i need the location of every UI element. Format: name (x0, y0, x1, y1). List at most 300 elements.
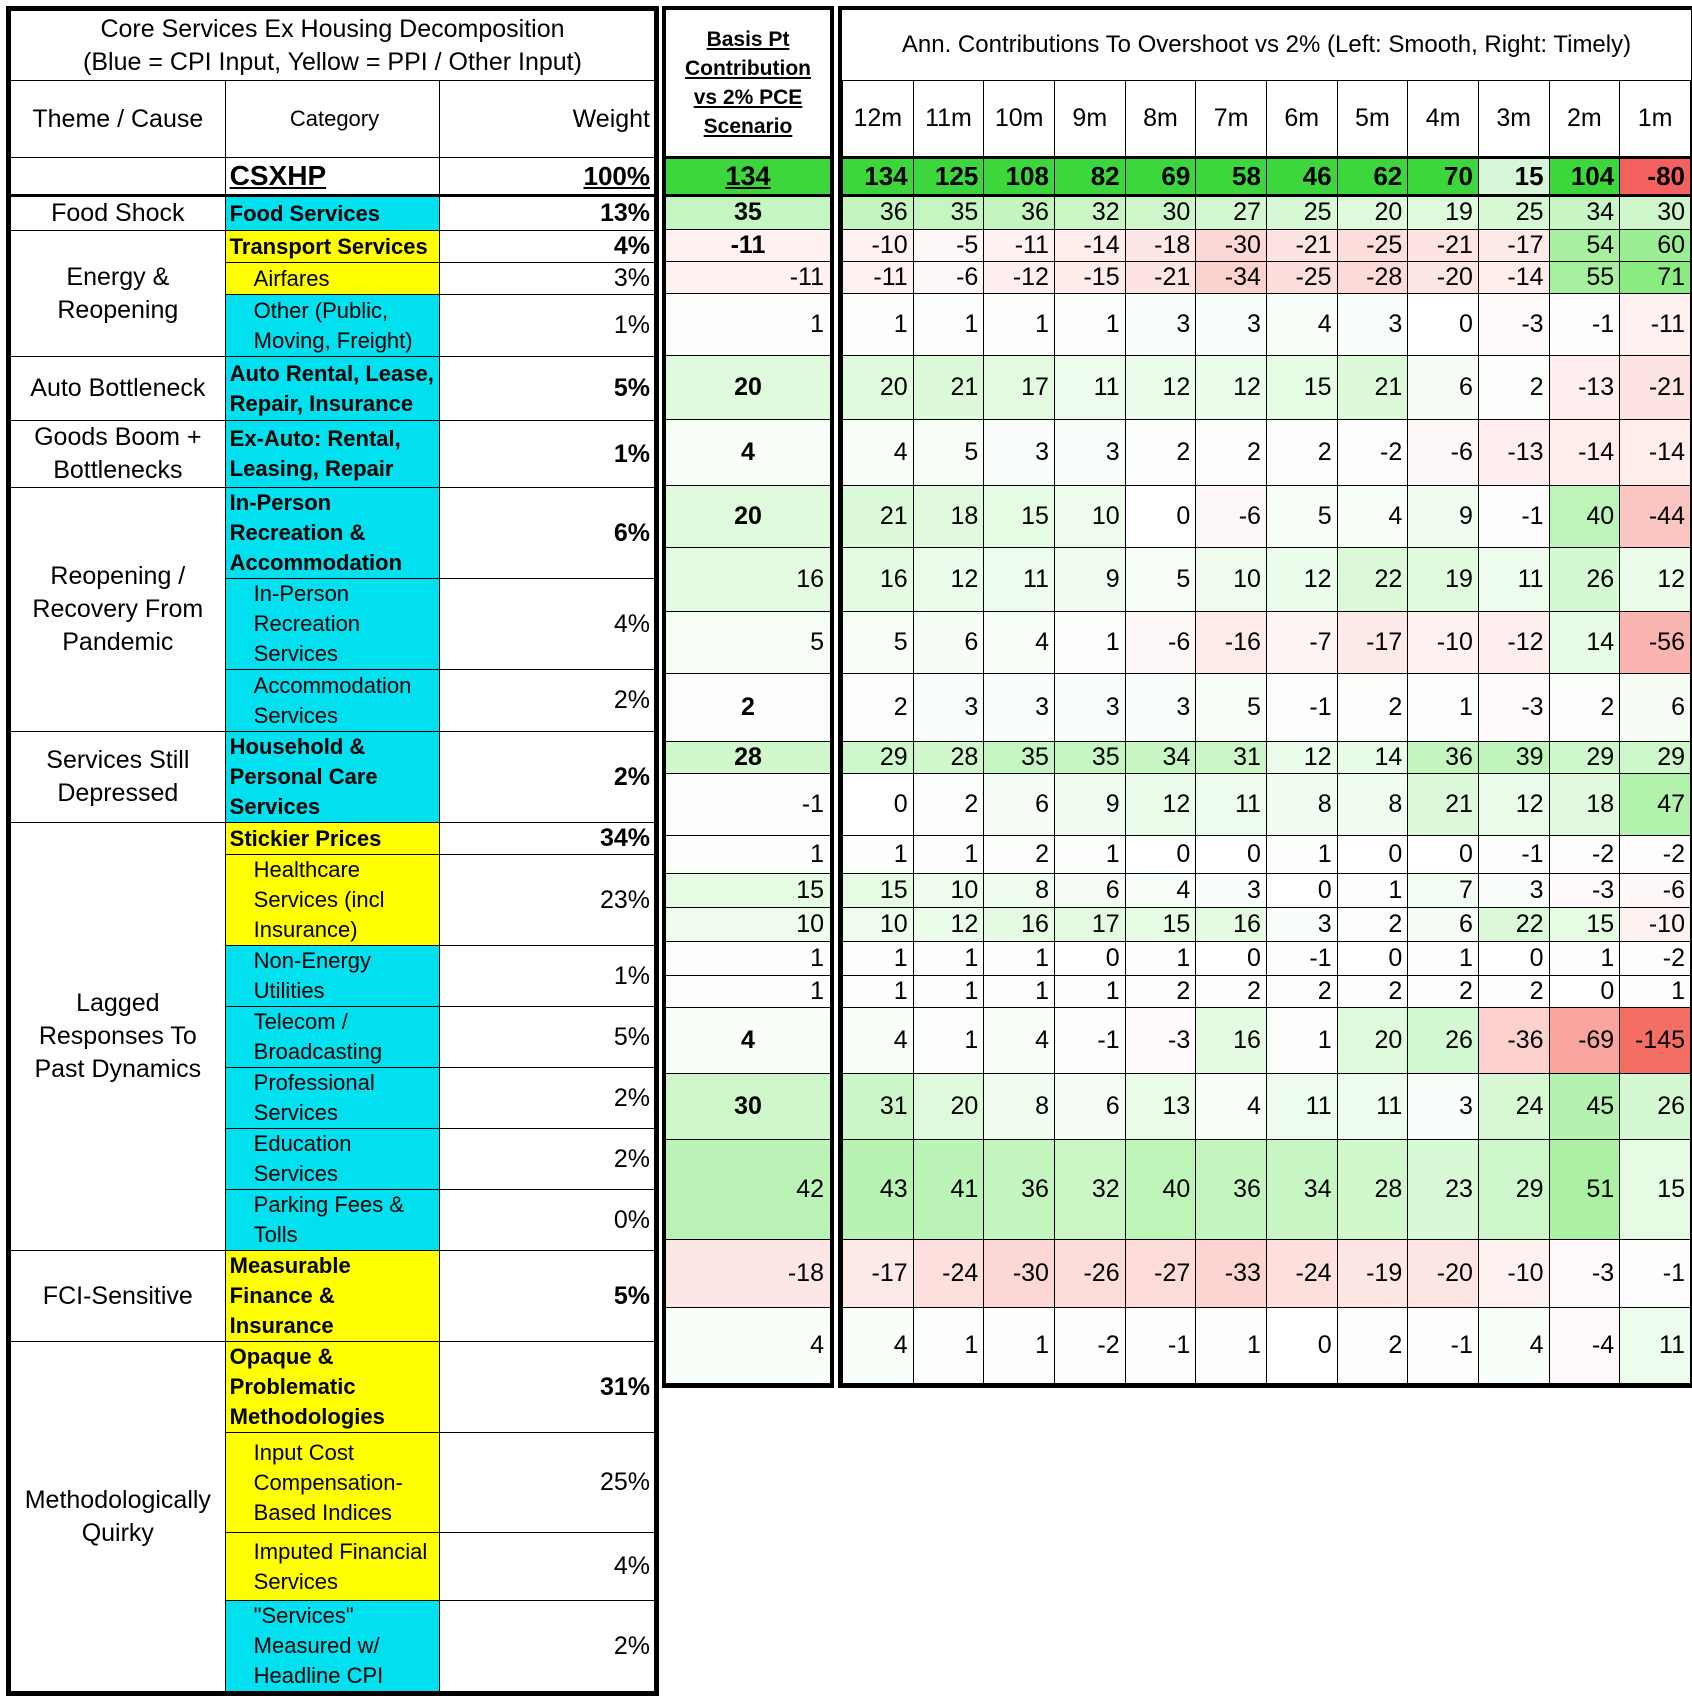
table-row (666, 941, 830, 975)
contribution-cell-6m: 15 (1266, 355, 1337, 419)
table-row (666, 975, 830, 1007)
contribution-cell-5m: 14 (1337, 741, 1408, 773)
weight-cell: 4% (440, 579, 655, 670)
contribution-cell-10m: 1 (984, 975, 1055, 1007)
table-row (666, 611, 830, 673)
contribution-cell-10m: 17 (984, 355, 1055, 419)
contribution-cell-9m: 1 (1054, 975, 1125, 1007)
contribution-cell-12m: 4 (843, 419, 914, 485)
contribution-cell-1m: 30 (1620, 195, 1691, 229)
contribution-cell-7m: -33 (1196, 1239, 1267, 1307)
contribution-cell-11m: 1 (913, 1007, 984, 1073)
contribution-cell-1m: -56 (1620, 611, 1691, 673)
category-panel (6, 6, 659, 1696)
contribution-cell-12m: -11 (843, 261, 914, 293)
contribution-cell-4m: 36 (1408, 741, 1479, 773)
contribution-cell-1m: -11 (1620, 293, 1691, 355)
table-row (666, 1073, 830, 1139)
contribution-cell-7m: -30 (1196, 229, 1267, 261)
contribution-cell-7m: 5 (1196, 673, 1267, 741)
contribution-cell-7m: 3 (1196, 293, 1267, 355)
contribution-cell-12m: 21 (843, 485, 914, 547)
contribution-cell-7m: -34 (1196, 261, 1267, 293)
contribution-cell-5m: 2 (1337, 907, 1408, 941)
contribution-cell-7m: 16 (1196, 1007, 1267, 1073)
table-row (666, 1139, 830, 1239)
contribution-cell-6m: -1 (1266, 673, 1337, 741)
contribution-cell-1m: -145 (1620, 1007, 1691, 1073)
scenario-header-line-1: Basis Pt (706, 27, 790, 51)
contribution-cell-10m: 1 (984, 293, 1055, 355)
contribution-cell-8m: 40 (1125, 1139, 1196, 1239)
table-row (666, 293, 830, 355)
contribution-cell-12m: 31 (843, 1073, 914, 1139)
table-row (666, 157, 830, 195)
contribution-cell-4m: 19 (1408, 195, 1479, 229)
contribution-cell-12m: 134 (843, 157, 914, 195)
contribution-cell-9m: -26 (1054, 1239, 1125, 1307)
scenario-panel (662, 6, 834, 1388)
contribution-cell-8m: 15 (1125, 907, 1196, 941)
period-header-9m: 9m (1054, 80, 1125, 157)
contribution-cell-8m: -27 (1125, 1239, 1196, 1307)
contribution-cell-9m: 9 (1054, 547, 1125, 611)
contribution-cell-6m: 12 (1266, 741, 1337, 773)
table-row (11, 421, 655, 488)
contribution-cell-2m: 29 (1549, 741, 1620, 773)
contribution-cell-2m: -1 (1549, 293, 1620, 355)
contribution-cell-4m: 0 (1408, 835, 1479, 873)
theme-cell: Methodologically Quirky (11, 1342, 226, 1692)
contribution-cell-7m: 2 (1196, 419, 1267, 485)
table-row (11, 488, 655, 579)
table-row (843, 293, 1691, 355)
table-row (666, 261, 830, 293)
category-cell: CSXHP (225, 158, 440, 196)
table-row (666, 1007, 830, 1073)
contribution-cell-8m: 34 (1125, 741, 1196, 773)
table-row (843, 773, 1691, 835)
contribution-cell-2m: 34 (1549, 195, 1620, 229)
category-cell: Input Cost Compensation-Based Indices (225, 1433, 440, 1533)
weight-cell: 2% (440, 1601, 655, 1692)
contribution-cell-8m: 69 (1125, 157, 1196, 195)
contribution-cell-10m: 2 (984, 835, 1055, 873)
contribution-cell-6m: 2 (1266, 419, 1337, 485)
scenario-value-cell: 42 (666, 1139, 830, 1239)
contribution-cell-1m: -2 (1620, 835, 1691, 873)
contribution-cell-5m: -28 (1337, 261, 1408, 293)
contribution-cell-3m: -3 (1478, 673, 1549, 741)
contribution-cell-3m: 25 (1478, 195, 1549, 229)
contribution-cell-11m: 1 (913, 975, 984, 1007)
period-header-12m: 12m (843, 80, 914, 157)
title-line-2: (Blue = CPI Input, Yellow = PPI / Other Input) (83, 47, 582, 76)
contribution-cell-12m: 0 (843, 773, 914, 835)
contribution-cell-10m: 3 (984, 419, 1055, 485)
contribution-cell-6m: -7 (1266, 611, 1337, 673)
scenario-value-cell: 15 (666, 873, 830, 907)
contribution-cell-9m: 3 (1054, 419, 1125, 485)
contribution-cell-8m: -3 (1125, 1007, 1196, 1073)
period-header-2m: 2m (1549, 80, 1620, 157)
contribution-cell-8m: -6 (1125, 611, 1196, 673)
contribution-cell-4m: -1 (1408, 1307, 1479, 1383)
contribution-cell-8m: 12 (1125, 355, 1196, 419)
table-row (843, 611, 1691, 673)
category-cell: In-Person Recreation & Accommodation (225, 488, 440, 579)
table-row (11, 823, 655, 855)
contribution-cell-11m: 2 (913, 773, 984, 835)
contribution-cell-8m: -18 (1125, 229, 1196, 261)
contribution-cell-8m: 30 (1125, 195, 1196, 229)
contribution-cell-10m: 1 (984, 941, 1055, 975)
contribution-cell-9m: -2 (1054, 1307, 1125, 1383)
contribution-cell-3m: -13 (1478, 419, 1549, 485)
table-row (843, 229, 1691, 261)
category-cell: Imputed Financial Services (225, 1533, 440, 1601)
scenario-value-cell: 10 (666, 907, 830, 941)
contribution-cell-9m: 0 (1054, 941, 1125, 975)
contribution-cell-3m: 2 (1478, 975, 1549, 1007)
table-row (843, 195, 1691, 229)
contribution-cell-5m: 8 (1337, 773, 1408, 835)
weight-cell: 34% (440, 823, 655, 855)
contribution-cell-1m: -80 (1620, 157, 1691, 195)
contribution-cell-5m: 0 (1337, 941, 1408, 975)
theme-cell: Services Still Depressed (11, 732, 226, 823)
contribution-cell-3m: 2 (1478, 355, 1549, 419)
contribution-cell-5m: 2 (1337, 1307, 1408, 1383)
contribution-cell-7m: 3 (1196, 873, 1267, 907)
contribution-cell-11m: 1 (913, 293, 984, 355)
contribution-cell-2m: -69 (1549, 1007, 1620, 1073)
contribution-cell-7m: 1 (1196, 1307, 1267, 1383)
contribution-cell-3m: -14 (1478, 261, 1549, 293)
theme-cell: Auto Bottleneck (11, 357, 226, 421)
contribution-cell-10m: -11 (984, 229, 1055, 261)
contribution-cell-12m: -17 (843, 1239, 914, 1307)
contribution-cell-5m: 4 (1337, 485, 1408, 547)
contribution-cell-2m: 18 (1549, 773, 1620, 835)
contribution-cell-5m: 2 (1337, 975, 1408, 1007)
contribution-cell-1m: 12 (1620, 547, 1691, 611)
contribution-cell-6m: 8 (1266, 773, 1337, 835)
contribution-cell-4m: -20 (1408, 1239, 1479, 1307)
weight-cell: 23% (440, 855, 655, 946)
contribution-cell-6m: 0 (1266, 873, 1337, 907)
table-row (843, 157, 1691, 195)
contribution-cell-10m: 11 (984, 547, 1055, 611)
scenario-value-cell: 1 (666, 835, 830, 873)
contribution-cell-5m: -17 (1337, 611, 1408, 673)
contribution-cell-3m: -12 (1478, 611, 1549, 673)
category-cell: Auto Rental, Lease, Repair, Insurance (225, 357, 440, 421)
table-row (11, 158, 655, 196)
contribution-cell-3m: 4 (1478, 1307, 1549, 1383)
table-row (11, 231, 655, 263)
theme-cell: Energy & Reopening (11, 231, 226, 357)
table-row (843, 907, 1691, 941)
contribution-cell-2m: 45 (1549, 1073, 1620, 1139)
contribution-cell-10m: 1 (984, 1307, 1055, 1383)
contribution-cell-4m: 2 (1408, 975, 1479, 1007)
table-row (843, 941, 1691, 975)
contribution-cell-10m: 36 (984, 1139, 1055, 1239)
table-title (11, 11, 655, 81)
table-row (843, 673, 1691, 741)
contribution-cell-9m: 6 (1054, 1073, 1125, 1139)
table-row (666, 419, 830, 485)
contribution-cell-10m: 4 (984, 1007, 1055, 1073)
contribution-cell-11m: 10 (913, 873, 984, 907)
contribution-cell-2m: 55 (1549, 261, 1620, 293)
contributions-title: Ann. Contributions To Overshoot vs 2% (Left: Smooth, Right: Timely) (843, 10, 1691, 80)
contribution-cell-3m: -36 (1478, 1007, 1549, 1073)
contribution-cell-4m: 70 (1408, 157, 1479, 195)
contribution-cell-8m: 0 (1125, 835, 1196, 873)
contribution-cell-1m: 29 (1620, 741, 1691, 773)
category-cell: In-Person Recreation Services (225, 579, 440, 670)
weight-cell: 1% (440, 421, 655, 488)
scenario-value-cell: 1 (666, 941, 830, 975)
table-row (11, 196, 655, 231)
table-row (843, 355, 1691, 419)
table-row (666, 1239, 830, 1307)
table-row (843, 1239, 1691, 1307)
contribution-cell-4m: 6 (1408, 907, 1479, 941)
contribution-cell-2m: 15 (1549, 907, 1620, 941)
contribution-cell-8m: -21 (1125, 261, 1196, 293)
contribution-cell-7m: 10 (1196, 547, 1267, 611)
contribution-cell-4m: -21 (1408, 229, 1479, 261)
weight-cell: 5% (440, 1007, 655, 1068)
contribution-cell-4m: 1 (1408, 673, 1479, 741)
contribution-cell-5m: 0 (1337, 835, 1408, 873)
contribution-cell-8m: 5 (1125, 547, 1196, 611)
category-cell: Food Services (225, 196, 440, 231)
weight-cell: 1% (440, 946, 655, 1007)
contribution-cell-5m: 28 (1337, 1139, 1408, 1239)
weight-cell: 2% (440, 732, 655, 823)
contribution-cell-5m: 3 (1337, 293, 1408, 355)
scenario-value-cell: 20 (666, 485, 830, 547)
weight-cell: 4% (440, 231, 655, 263)
period-header-10m: 10m (984, 80, 1055, 157)
contribution-cell-8m: 12 (1125, 773, 1196, 835)
contribution-cell-1m: -14 (1620, 419, 1691, 485)
contribution-cell-9m: 6 (1054, 873, 1125, 907)
contribution-cell-12m: 29 (843, 741, 914, 773)
contribution-cell-7m: 11 (1196, 773, 1267, 835)
contribution-cell-12m: 5 (843, 611, 914, 673)
contribution-cell-12m: 1 (843, 835, 914, 873)
contribution-cell-10m: 8 (984, 873, 1055, 907)
contribution-cell-4m: -20 (1408, 261, 1479, 293)
contribution-cell-2m: -14 (1549, 419, 1620, 485)
contributions-table (842, 10, 1691, 1384)
weight-cell: 31% (440, 1342, 655, 1433)
col-header-theme: Theme / Cause (11, 81, 226, 158)
scenario-value-cell: -11 (666, 229, 830, 261)
contribution-cell-2m: 14 (1549, 611, 1620, 673)
scenario-value-cell: 2 (666, 673, 830, 741)
contribution-cell-3m: 3 (1478, 873, 1549, 907)
contribution-cell-9m: -1 (1054, 1007, 1125, 1073)
contribution-cell-3m: 15 (1478, 157, 1549, 195)
scenario-value-cell: 1 (666, 975, 830, 1007)
contribution-cell-2m: -4 (1549, 1307, 1620, 1383)
contribution-cell-4m: 0 (1408, 293, 1479, 355)
scenario-value-cell: -18 (666, 1239, 830, 1307)
scenario-value-cell: 28 (666, 741, 830, 773)
contributions-panel (838, 6, 1692, 1388)
theme-cell: Goods Boom + Bottlenecks (11, 421, 226, 488)
contribution-cell-5m: -25 (1337, 229, 1408, 261)
scenario-value-cell: 20 (666, 355, 830, 419)
contribution-cell-11m: 6 (913, 611, 984, 673)
contribution-cell-7m: 0 (1196, 941, 1267, 975)
contribution-cell-3m: 24 (1478, 1073, 1549, 1139)
table-row (11, 1251, 655, 1342)
contribution-cell-11m: 125 (913, 157, 984, 195)
contribution-cell-1m: 6 (1620, 673, 1691, 741)
scenario-header-line-2: Contribution (685, 56, 811, 80)
contribution-cell-4m: 6 (1408, 355, 1479, 419)
contribution-cell-12m: 2 (843, 673, 914, 741)
contribution-cell-11m: 3 (913, 673, 984, 741)
scenario-value-cell: -1 (666, 773, 830, 835)
contribution-cell-9m: 11 (1054, 355, 1125, 419)
weight-cell: 2% (440, 1068, 655, 1129)
contribution-cell-9m: 17 (1054, 907, 1125, 941)
contribution-cell-10m: 6 (984, 773, 1055, 835)
contribution-cell-2m: 2 (1549, 673, 1620, 741)
table-row (843, 975, 1691, 1007)
category-cell: Parking Fees & Tolls (225, 1190, 440, 1251)
table-row (11, 357, 655, 421)
weight-cell: 25% (440, 1433, 655, 1533)
contribution-cell-12m: -10 (843, 229, 914, 261)
scenario-header (666, 10, 830, 157)
weight-cell: 100% (440, 158, 655, 196)
contribution-cell-2m: -13 (1549, 355, 1620, 419)
contribution-cell-11m: 12 (913, 907, 984, 941)
contribution-cell-1m: 15 (1620, 1139, 1691, 1239)
table-row (843, 547, 1691, 611)
scenario-table (666, 10, 830, 1384)
contribution-cell-1m: -10 (1620, 907, 1691, 941)
contribution-cell-6m: 0 (1266, 1307, 1337, 1383)
contribution-cell-4m: 26 (1408, 1007, 1479, 1073)
contribution-cell-11m: 1 (913, 835, 984, 873)
contribution-cell-11m: 1 (913, 941, 984, 975)
contribution-cell-5m: -19 (1337, 1239, 1408, 1307)
contribution-cell-3m: 0 (1478, 941, 1549, 975)
contribution-cell-5m: 20 (1337, 1007, 1408, 1073)
weight-cell: 13% (440, 196, 655, 231)
contribution-cell-1m: -21 (1620, 355, 1691, 419)
contribution-cell-9m: 32 (1054, 1139, 1125, 1239)
contribution-cell-6m: 5 (1266, 485, 1337, 547)
weight-cell: 2% (440, 670, 655, 732)
weight-cell: 3% (440, 263, 655, 295)
contribution-cell-8m: 2 (1125, 975, 1196, 1007)
contribution-cell-12m: 43 (843, 1139, 914, 1239)
table-row (843, 835, 1691, 873)
contribution-cell-1m: 71 (1620, 261, 1691, 293)
category-cell: Household & Personal Care Services (225, 732, 440, 823)
contribution-cell-4m: 1 (1408, 941, 1479, 975)
contribution-cell-8m: 0 (1125, 485, 1196, 547)
contribution-cell-12m: 10 (843, 907, 914, 941)
scenario-header-line-4: Scenario (703, 114, 793, 138)
weight-cell: 4% (440, 1533, 655, 1601)
contribution-cell-3m: 39 (1478, 741, 1549, 773)
contribution-cell-7m: 12 (1196, 355, 1267, 419)
contribution-cell-5m: 11 (1337, 1073, 1408, 1139)
period-header-5m: 5m (1337, 80, 1408, 157)
contribution-cell-10m: 8 (984, 1073, 1055, 1139)
contribution-cell-2m: 40 (1549, 485, 1620, 547)
contribution-cell-4m: 7 (1408, 873, 1479, 907)
contribution-cell-3m: -1 (1478, 485, 1549, 547)
category-cell: Airfares (225, 263, 440, 295)
col-header-category: Category (225, 81, 440, 158)
contribution-cell-10m: 4 (984, 611, 1055, 673)
table-row (843, 1307, 1691, 1383)
contribution-cell-4m: 9 (1408, 485, 1479, 547)
contribution-cell-1m: 1 (1620, 975, 1691, 1007)
contribution-cell-9m: 3 (1054, 673, 1125, 741)
contribution-cell-12m: 1 (843, 975, 914, 1007)
contribution-cell-4m: 23 (1408, 1139, 1479, 1239)
contribution-cell-5m: 22 (1337, 547, 1408, 611)
contribution-cell-8m: 3 (1125, 293, 1196, 355)
contribution-cell-11m: 41 (913, 1139, 984, 1239)
category-cell: Education Services (225, 1129, 440, 1190)
table-row (666, 907, 830, 941)
category-table (10, 10, 655, 1692)
contribution-cell-11m: -24 (913, 1239, 984, 1307)
contribution-cell-12m: 1 (843, 941, 914, 975)
contribution-cell-2m: 0 (1549, 975, 1620, 1007)
contribution-cell-2m: 26 (1549, 547, 1620, 611)
contribution-cell-10m: 16 (984, 907, 1055, 941)
table-row (843, 1073, 1691, 1139)
contribution-cell-3m: 11 (1478, 547, 1549, 611)
contribution-cell-1m: -1 (1620, 1239, 1691, 1307)
table-row (843, 419, 1691, 485)
contribution-cell-5m: 20 (1337, 195, 1408, 229)
contribution-cell-7m: 36 (1196, 1139, 1267, 1239)
table-row (666, 873, 830, 907)
contribution-cell-1m: -2 (1620, 941, 1691, 975)
contribution-cell-7m: 0 (1196, 835, 1267, 873)
contribution-cell-7m: 4 (1196, 1073, 1267, 1139)
contribution-cell-5m: -2 (1337, 419, 1408, 485)
contribution-cell-7m: 16 (1196, 907, 1267, 941)
scenario-value-cell: 134 (666, 157, 830, 195)
contribution-cell-3m: 22 (1478, 907, 1549, 941)
contribution-cell-9m: -14 (1054, 229, 1125, 261)
scenario-header-line-3: vs 2% PCE (693, 85, 803, 109)
theme-cell: Reopening / Recovery From Pandemic (11, 488, 226, 732)
contribution-cell-8m: 4 (1125, 873, 1196, 907)
contribution-cell-6m: -1 (1266, 941, 1337, 975)
contribution-cell-7m: 2 (1196, 975, 1267, 1007)
contribution-cell-12m: 4 (843, 1307, 914, 1383)
